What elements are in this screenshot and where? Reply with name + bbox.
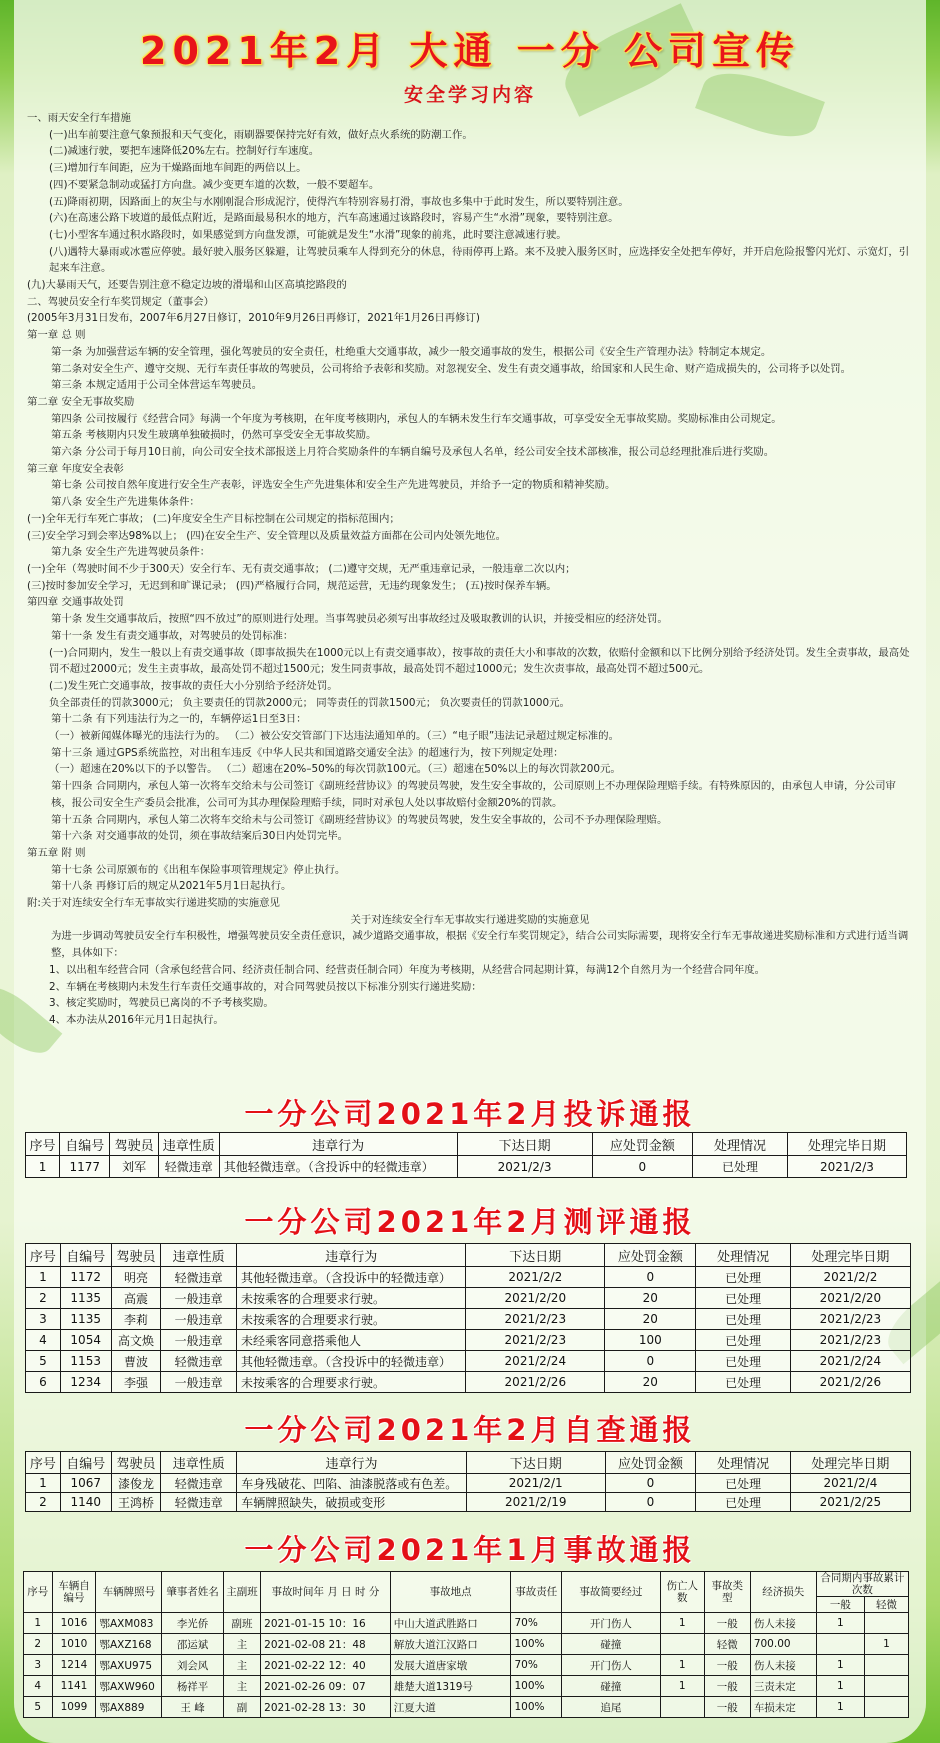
table-cell: 2021/2/20 [790, 1288, 910, 1309]
table-cell: 2021/2/23 [466, 1330, 605, 1351]
table-cell: 70% [511, 1655, 562, 1676]
table-cell: 李强 [111, 1372, 161, 1393]
complaint-report-title: 一分公司2021年2月投诉通报 [244, 1097, 696, 1131]
complaint-table [25, 1132, 907, 1178]
document-line: 关于对连续安全行车无事故实行递进奖励的实施意见 [350, 913, 590, 926]
table-cell: 0 [605, 1267, 696, 1288]
table-cell: 高震 [111, 1288, 161, 1309]
column-header: 违章性质 [161, 1244, 237, 1267]
document-line: 第二章 安全无事故奖励 [27, 395, 135, 408]
document-line: 第九条 安全生产先进驾驶员条件： [51, 546, 211, 559]
column-header: 违章行为 [237, 1244, 466, 1267]
table-cell: 鄂AX889 [96, 1697, 162, 1718]
table-cell: 刘军 [110, 1156, 158, 1178]
column-header: 经济损失 [750, 1572, 816, 1613]
table-cell: 开门伤人 [561, 1655, 660, 1676]
document-line: (八)遇特大暴雨或冰雹应停驶。最好驶入服务区躲避，让驾驶员乘车人得到充分的休息，待雨停再上路。来不及驶入服务区时，应选择安全处把车停好，并开启危险报警闪光灯、示宽灯，引起来车注意。 [49, 245, 910, 275]
document-line: (六)在高速公路下坡道的最低点附近，是路面最易积水的地方，汽车高速通过该路段时，容易产生“水滑”现象，要特别注意。 [49, 212, 619, 225]
table-cell: 轻微违章 [161, 1474, 237, 1493]
table-cell: 追尾 [561, 1697, 660, 1718]
table-cell: 一般 [704, 1655, 750, 1676]
document-line: 第三章 年度安全表彰 [27, 462, 124, 475]
table-cell: 1 [26, 1474, 61, 1493]
column-header: 违章性质 [161, 1452, 237, 1474]
table-cell: 开门伤人 [561, 1613, 660, 1634]
document-line: 2、车辆在考核期内未发生行车责任交通事故的，对合同驾驶员按以下标准分别实行递进奖励： [49, 980, 482, 993]
column-header-group: 合同期内事故累计次数 [816, 1572, 908, 1597]
document-line: 3、核定奖励时，驾驶员已离岗的不予考核奖励。 [49, 997, 274, 1010]
table-cell: 鄂AXW960 [96, 1676, 162, 1697]
table-cell: 1 [660, 1655, 704, 1676]
table-cell: 1 [816, 1655, 864, 1676]
table-cell: 0 [605, 1474, 696, 1493]
table-cell: 2021-02-08 21：48 [261, 1634, 391, 1655]
table-row [26, 1493, 911, 1512]
table-cell: 主 [223, 1676, 260, 1697]
table-cell: 4 [26, 1330, 61, 1351]
column-subheader: 一般 [816, 1597, 864, 1613]
table-cell: 2021/2/19 [466, 1493, 605, 1512]
table-cell: 李莉 [111, 1309, 161, 1330]
table-cell: 王 峰 [162, 1697, 223, 1718]
column-header: 违章性质 [158, 1133, 219, 1156]
evaluation-table [25, 1243, 911, 1393]
document-line: 附:关于对连续安全行车无事故实行递进奖励的实施意见 [27, 897, 280, 910]
document-line: (七)小型客车通过积水路段时，如果感觉到方向盘发漂，可能就是发生“水滑”现象的前兆，此时要注意减速行驶。 [49, 228, 567, 241]
column-header: 车辆牌照号 [96, 1572, 162, 1613]
table-cell: 鄂AXU975 [96, 1655, 162, 1676]
document-line: （一）超速在20%以下的予以警告。 （二）超速在20%–50%的每次罚款100元。（三）超速在50%以上的每次罚款200元。 [49, 763, 621, 776]
table-cell: 1 [26, 1156, 60, 1178]
safety-study-document [27, 110, 913, 1029]
table-cell: 1016 [52, 1613, 96, 1634]
table-cell: 2021/2/26 [790, 1372, 910, 1393]
table-cell: 5 [26, 1351, 61, 1372]
table-cell: 李光侨 [162, 1613, 223, 1634]
table-row [26, 1474, 911, 1493]
column-header: 事故时间年 月 日 时 分 [261, 1572, 391, 1613]
document-line: （一）被新闻媒体曝光的违法行为的。 （二）被公安交管部门下达违法通知单的。（三）“电子眼”违法记录超过规定标准的。 [49, 730, 619, 743]
table-cell: 轻微违章 [161, 1267, 237, 1288]
table-cell: 6 [26, 1372, 61, 1393]
column-header: 下达日期 [457, 1133, 592, 1156]
document-line: (一)全年（驾驶时间不少于300天）安全行车、无有责交通事故； (二)遵守交规，无严重违章记录，一般违章二次以内； [27, 562, 576, 575]
column-subheader: 轻微 [865, 1597, 909, 1613]
table-cell: 0 [592, 1156, 692, 1178]
column-header: 事故简要经过 [561, 1572, 660, 1613]
document-line: (五)降雨初期，因路面上的灰尘与水刚刚混合形成泥泞，使得汽车特别容易打滑，事故也多集中于此时发生，所以要特别注意。 [49, 195, 629, 208]
table-cell: 中山大道武胜路口 [390, 1613, 511, 1634]
table-cell: 1 [26, 1267, 61, 1288]
table-cell: 2021-02-26 09：07 [261, 1676, 391, 1697]
table-cell: 轻微 [704, 1634, 750, 1655]
table-cell: 2021/2/2 [790, 1267, 910, 1288]
column-header: 事故类型 [704, 1572, 750, 1613]
table-cell: 副 [223, 1697, 260, 1718]
table-cell: 2021-01-15 10：16 [261, 1613, 391, 1634]
document-line: (三)安全学习到会率达98%以上； (四)在安全生产、安全管理以及质量效益方面都在公司内处领先地位。 [27, 529, 507, 542]
table-cell: 2021/2/24 [466, 1351, 605, 1372]
document-line: 第十四条 合同期内，承包人第一次将车交给未与公司签订《副班经营协议》的驾驶员驾驶，发生安全事故的，公司原则上不办理保险理赔手续。有特殊原因的，由承包人申请，分公司审核，报公司安全生产委员会批准，公司可为其办理保险理赔手续，同时对承包人处以事故赔付金额20%的罚款。 [51, 780, 896, 809]
document-line: (2005年3月31日发布，2007年6月27日修订，2010年9月26日再修订，2021年1月26日再修订) [27, 312, 480, 325]
table-cell: 发展大道唐家墩 [390, 1655, 511, 1676]
table-cell: 主 [223, 1655, 260, 1676]
table-cell: 1234 [60, 1372, 111, 1393]
column-header: 应处罚金额 [605, 1452, 696, 1474]
column-header: 处理完毕日期 [787, 1133, 906, 1156]
table-cell: 100% [511, 1634, 562, 1655]
column-header: 事故责任 [511, 1572, 562, 1613]
table-cell: 轻微违章 [158, 1156, 219, 1178]
table-cell: 2021/2/23 [466, 1309, 605, 1330]
column-header: 应处罚金额 [605, 1244, 696, 1267]
table-cell: 已处理 [696, 1330, 790, 1351]
table-cell: 1 [660, 1676, 704, 1697]
column-header: 处理情况 [696, 1244, 790, 1267]
table-cell [865, 1697, 909, 1718]
document-line: 第十六条 对交通事故的处罚，须在事故结案后30日内处罚完毕。 [51, 830, 349, 843]
table-cell: 王鸿桥 [111, 1493, 161, 1512]
table-cell: 3 [26, 1309, 61, 1330]
document-line: 第十条 发生交通事故后，按照“四不放过”的原则进行处理。当事驾驶员必须写出事故经过及吸取教训的认识，并接受相应的经济处罚。 [51, 613, 668, 626]
table-cell: 其他轻微违章。（含投诉中的轻微违章） [237, 1267, 466, 1288]
document-line: (四)不要紧急制动或猛打方向盘。减少变更车道的次数，一般不要超车。 [49, 178, 380, 191]
table-cell: 0 [605, 1351, 696, 1372]
column-header: 序号 [26, 1452, 61, 1474]
table-cell: 2 [26, 1493, 61, 1512]
table-cell: 5 [24, 1697, 53, 1718]
document-line: 4、本办法从2016年元月1日起执行。 [49, 1013, 224, 1026]
table-cell: 明亮 [111, 1267, 161, 1288]
table-cell: 2 [24, 1634, 53, 1655]
table-cell: 1067 [60, 1474, 111, 1493]
document-line: (一)合同期内，发生一般以上有责交通事故（即事故损失在1000元以上有责交通事故），按事故的责任大小和事故的次数，依赔付金额和以下比例分别给予经济处罚。发生全责事故，最高处罚不超过2000元；发生主责事故，最高处罚不超过1500元；发生同责事故，最高处罚不超过1000元；发生次责事故，最高处罚不超过500元。 [49, 646, 910, 676]
table-row [24, 1676, 909, 1697]
table-row [26, 1288, 911, 1309]
table-cell: 2021/2/3 [787, 1156, 906, 1178]
table-cell: 轻微违章 [161, 1493, 237, 1512]
column-header: 处理情况 [696, 1452, 790, 1474]
document-line: 第一条 为加强营运车辆的安全管理，强化驾驶员的安全责任，杜绝重大交通事故，减少一般交通事故的发生，根据公司《安全生产管理办法》特制定本规定。 [51, 345, 772, 358]
table-row [26, 1372, 911, 1393]
table-cell: 一般 [704, 1676, 750, 1697]
document-line: 1、以出租车经营合同（含承包经营合同、经济责任制合同、经营责任制合同）年度为考核期，从经营合同起期计算，每满12个自然月为一个经营合同年度。 [49, 963, 765, 976]
table-cell: 已处理 [696, 1372, 790, 1393]
document-line: 第四条 公司按履行《经营合同》每满一个年度为考核期，在年度考核期内，承包人的车辆未发生行车交通事故，可享受安全无事故奖励。奖励标准由公司规定。 [51, 412, 782, 425]
document-line: (一)全年无行车死亡事故； (二)年度安全生产目标控制在公司规定的指标范围内； [27, 512, 400, 525]
table-cell: 1 [816, 1697, 864, 1718]
table-cell: 1214 [52, 1655, 96, 1676]
selfcheck-report-title: 一分公司2021年2月自查通报 [244, 1413, 696, 1447]
column-header: 序号 [24, 1572, 53, 1613]
table-cell: 0 [605, 1493, 696, 1512]
document-line: 第五章 附 则 [27, 846, 86, 859]
document-line: 第六条 分公司于每月10日前，向公司安全技术部报送上月符合奖励条件的车辆自编号及承包人名单，经公司安全技术部核准，报公司总经理批准后进行奖励。 [51, 446, 775, 459]
document-line: 第十二条 有下列违法行为之一的，车辆停运1日至3日： [51, 713, 307, 726]
column-header: 事故地点 [390, 1572, 511, 1613]
document-line: 二、驾驶员安全行车奖罚规定（董事会） [27, 295, 215, 308]
document-line: (一)出车前要注意气象预报和天气变化，雨刷器要保持完好有效，做好点火系统的防潮工作。 [49, 128, 473, 141]
table-row [24, 1697, 909, 1718]
table-cell: 1141 [52, 1676, 96, 1697]
table-cell: 三责未定 [750, 1676, 816, 1697]
document-line: 一、雨天安全行车措施 [27, 112, 131, 124]
table-cell: 2021/2/3 [457, 1156, 592, 1178]
table-cell: 1054 [60, 1330, 111, 1351]
table-cell: 2021/2/1 [466, 1474, 605, 1493]
table-cell: 伤人未接 [750, 1613, 816, 1634]
table-cell: 已处理 [696, 1351, 790, 1372]
table-cell: 一般违章 [161, 1309, 237, 1330]
table-cell: 漆俊龙 [111, 1474, 161, 1493]
column-header: 序号 [26, 1244, 61, 1267]
table-cell: 100% [511, 1697, 562, 1718]
table-cell: 副班 [223, 1613, 260, 1634]
table-cell: 已处理 [696, 1309, 790, 1330]
table-cell: 1 [24, 1613, 53, 1634]
table-cell: 一般违章 [161, 1288, 237, 1309]
table-cell: 2 [26, 1288, 61, 1309]
table-cell: 2021/2/26 [466, 1372, 605, 1393]
document-line: 第十一条 发生有责交通事故，对驾驶员的处罚标准： [51, 629, 294, 642]
document-line: 第三条 本规定适用于公司全体营运车驾驶员。 [51, 379, 263, 392]
table-cell: 未按乘客的合理要求行驶。 [237, 1372, 466, 1393]
table-cell: 雄楚大道1319号 [390, 1676, 511, 1697]
column-header: 自编号 [60, 1452, 111, 1474]
table-cell [865, 1655, 909, 1676]
table-cell: 已处理 [696, 1474, 790, 1493]
document-line: (三)按时参加安全学习，无迟到和旷课记录； (四)严格履行合同，规范运营，无违约现象发生； (五)按时保养车辆。 [27, 579, 557, 592]
table-cell: 车身残破花、凹陷、油漆脱落或有色差。 [237, 1474, 467, 1493]
table-cell: 鄂AXM083 [96, 1613, 162, 1634]
table-cell: 2021/2/2 [466, 1267, 605, 1288]
document-line: 第七条 公司按自然年度进行安全生产表彰，评选安全生产先进集体和安全生产先进驾驶员，并给予一定的物质和精神奖励。 [51, 479, 616, 492]
table-row [26, 1309, 911, 1330]
table-cell: 曹波 [111, 1351, 161, 1372]
table-cell: 鄂AXZ168 [96, 1634, 162, 1655]
column-header: 自编号 [60, 1133, 110, 1156]
table-cell: 一般违章 [161, 1330, 237, 1351]
column-header: 驾驶员 [110, 1133, 158, 1156]
table-cell: 邵运斌 [162, 1634, 223, 1655]
table-cell: 20 [605, 1309, 696, 1330]
table-cell: 一般违章 [161, 1372, 237, 1393]
document-line: 第十三条 通过GPS系统监控，对出租车违反《中华人民共和国道路交通安全法》的超速行为，按下列规定处理： [51, 746, 564, 759]
column-header: 处理完毕日期 [790, 1452, 910, 1474]
table-cell: 3 [24, 1655, 53, 1676]
table-cell: 未按乘客的合理要求行驶。 [237, 1288, 466, 1309]
table-cell: 1140 [60, 1493, 111, 1512]
table-row [26, 1330, 911, 1351]
table-cell: 1010 [52, 1634, 96, 1655]
table-cell: 未经乘客同意搭乘他人 [237, 1330, 466, 1351]
table-cell: 2021/2/4 [790, 1474, 910, 1493]
table-cell: 20 [605, 1372, 696, 1393]
table-cell: 2021/2/25 [790, 1493, 910, 1512]
table-cell [865, 1676, 909, 1697]
document-line: 第五条 考核期内只发生玻璃单独破损时，仍然可享受安全无事故奖励。 [51, 429, 377, 442]
table-row [24, 1634, 909, 1655]
table-row [26, 1156, 907, 1178]
table-cell: 1 [816, 1676, 864, 1697]
poster-title: 2021年2月 大通 一分 公司宣传 [140, 29, 800, 73]
document-line: 第八条 安全生产先进集体条件： [51, 496, 200, 509]
table-cell: 2021-02-22 12：40 [261, 1655, 391, 1676]
accident-table [23, 1571, 909, 1718]
table-row [26, 1351, 911, 1372]
table-cell: 70% [511, 1613, 562, 1634]
document-line: 第十五条 合同期内，承包人第二次将车交给未与公司签订《副班经营协议》的驾驶员驾驶，发生安全事故的，公司不予办理保险理赔。 [51, 813, 668, 826]
table-row [26, 1267, 911, 1288]
column-header: 自编号 [60, 1244, 111, 1267]
table-cell: 一般 [704, 1613, 750, 1634]
evaluation-report-title: 一分公司2021年2月测评通报 [244, 1205, 696, 1239]
column-header: 应处罚金额 [592, 1133, 692, 1156]
table-cell: 伤人未接 [750, 1655, 816, 1676]
column-header: 驾驶员 [111, 1452, 161, 1474]
table-row [24, 1655, 909, 1676]
document-line: (二)减速行驶，要把车速降低20%左右。控制好行车速度。 [49, 145, 320, 158]
table-cell [865, 1613, 909, 1634]
table-cell: 1153 [60, 1351, 111, 1372]
table-cell: 轻微违章 [161, 1351, 237, 1372]
table-cell: 1177 [60, 1156, 110, 1178]
table-cell: 2021/2/24 [790, 1351, 910, 1372]
table-cell: 一般 [704, 1697, 750, 1718]
column-header: 处理完毕日期 [790, 1244, 910, 1267]
document-line: 第一章 总 则 [27, 329, 86, 342]
table-cell: 1135 [60, 1288, 111, 1309]
document-line: 负全部责任的罚款3000元； 负主要责任的罚款2000元； 同等责任的罚款1500元； 负次要责任的罚款1000元。 [49, 696, 570, 709]
table-cell: 2021/2/20 [466, 1288, 605, 1309]
table-cell: 刘会风 [162, 1655, 223, 1676]
column-header: 下达日期 [466, 1452, 605, 1474]
column-header: 序号 [26, 1133, 60, 1156]
document-line: 第十七条 公司原颁布的《出租车保险事项管理规定》停止执行。 [51, 863, 346, 876]
table-cell: 车损未定 [750, 1697, 816, 1718]
table-cell: 碰撞 [561, 1676, 660, 1697]
table-cell: 2021-02-28 13：30 [261, 1697, 391, 1718]
column-header: 车辆自编号 [52, 1572, 96, 1613]
column-header: 处理情况 [693, 1133, 788, 1156]
column-header: 下达日期 [466, 1244, 605, 1267]
table-cell: 1 [816, 1613, 864, 1634]
poster-subtitle: 安全学习内容 [403, 84, 536, 106]
table-cell: 主 [223, 1634, 260, 1655]
table-cell: 已处理 [693, 1156, 788, 1178]
table-cell: 1099 [52, 1697, 96, 1718]
document-line: 第十八条 再修订后的规定从2021年5月1日起执行。 [51, 880, 292, 893]
table-cell: 1172 [60, 1267, 111, 1288]
table-cell: 碰撞 [561, 1634, 660, 1655]
table-cell: 1 [865, 1634, 909, 1655]
table-cell: 杨祥平 [162, 1676, 223, 1697]
column-header: 违章行为 [237, 1452, 467, 1474]
column-header: 肇事者姓名 [162, 1572, 223, 1613]
column-header: 伤亡人数 [660, 1572, 704, 1613]
column-header: 主副班 [223, 1572, 260, 1613]
table-cell: 已处理 [696, 1267, 790, 1288]
column-header: 驾驶员 [111, 1244, 161, 1267]
table-cell: 1135 [60, 1309, 111, 1330]
accident-report-title: 一分公司2021年1月事故通报 [244, 1533, 696, 1567]
table-cell: 高文焕 [111, 1330, 161, 1351]
table-cell: 100% [511, 1676, 562, 1697]
column-header: 违章行为 [219, 1133, 457, 1156]
table-cell: 20 [605, 1288, 696, 1309]
table-cell: 未按乘客的合理要求行驶。 [237, 1309, 466, 1330]
table-cell: 4 [24, 1676, 53, 1697]
table-cell: 2021/2/23 [790, 1309, 910, 1330]
table-cell: 江夏大道 [390, 1697, 511, 1718]
document-line: (三)增加行车间距，应为干燥路面地车间距的两倍以上。 [49, 162, 307, 175]
table-cell: 已处理 [696, 1288, 790, 1309]
table-cell [660, 1634, 704, 1655]
document-line: 第二条对安全生产、遵守交规、无行车责任事故的驾驶员，公司将给予表彰和奖励。对忽视安全、发生有责交通事故，给国家和人民生命、财产造成损失的，公司将予以处罚。 [51, 362, 852, 375]
table-cell: 2021/2/23 [790, 1330, 910, 1351]
table-cell: 700.00 [750, 1634, 816, 1655]
table-cell [816, 1634, 864, 1655]
table-row [24, 1613, 909, 1634]
table-cell: 已处理 [696, 1493, 790, 1512]
document-line: 为进一步调动驾驶员安全行车积极性，增强驾驶员安全责任意识，减少道路交通事故，根据《安全行车奖罚规定》，结合公司实际需要，现将安全行车无事故递进奖励标准和方式进行适当调整，具体如下： [51, 930, 909, 960]
table-cell: 解放大道江汉路口 [390, 1634, 511, 1655]
document-line: (九)大暴雨天气，还要告别注意不稳定边坡的滑塌和山区高填挖路段的 [27, 279, 347, 292]
table-cell: 100 [605, 1330, 696, 1351]
document-line: 第四章 交通事故处罚 [27, 596, 124, 609]
table-cell: 其他轻微违章。（含投诉中的轻微违章） [237, 1351, 466, 1372]
table-cell: 其他轻微违章。（含投诉中的轻微违章） [219, 1156, 457, 1178]
table-cell: 1 [660, 1613, 704, 1634]
table-cell: 车辆牌照缺失，破损或变形 [237, 1493, 467, 1512]
document-line: (二)发生死亡交通事故，按事故的责任大小分别给予经济处罚。 [49, 679, 338, 692]
selfcheck-table [25, 1451, 911, 1512]
table-cell [660, 1697, 704, 1718]
